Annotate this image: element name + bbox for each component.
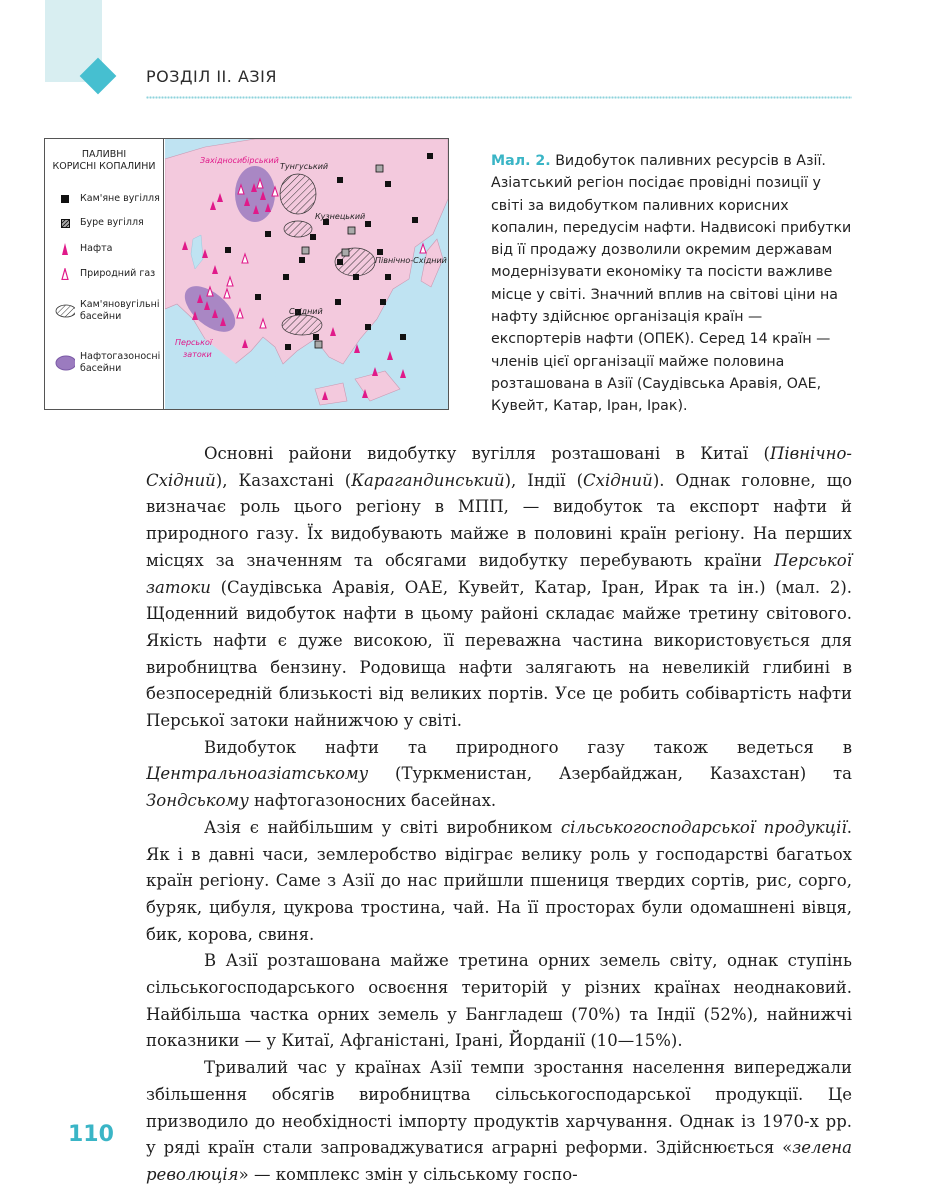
paragraph: Видобуток нафти та природного газу також ведеться в Центральноазіатському (Туркменистан, Азербайджан, Казахстан) та Зондському нафтогазоносних басейнах. xyxy=(146,737,852,811)
caption-text: Видобуток паливних ресурсів в Азії. Азіатський регіон посідає провідні позиції у світі за видобутком паливних корисних копалин, передусім нафти. Надвисокі прибутки від її продажу дозволили окремим державам модернізувати економіку та посісти важливе місце у світі. Значний вплив на світові ціни на нафту здійснює організація країн — експортерів нафти (ОПЕК). Серед 14 країн — членів цієї організації майже половина розташована в Азії (Саудівська Аравія, ОАЕ, Кувейт, Катар, Іран, Ірак). xyxy=(491,153,852,415)
coal-marker xyxy=(400,334,406,340)
coal-marker xyxy=(337,177,343,183)
coal-marker xyxy=(313,334,319,340)
coal-marker xyxy=(337,259,343,265)
brown-coal-marker xyxy=(342,249,349,256)
section-title: РОЗДІЛ ІІ. АЗІЯ xyxy=(146,67,277,86)
coal-marker xyxy=(353,274,359,280)
coal-marker xyxy=(427,153,433,159)
label-tunguska: Тунгуський xyxy=(280,162,329,171)
coal-marker xyxy=(299,257,305,263)
gas-derrick-icon xyxy=(55,268,75,280)
label-west-siberian: Західносибірський xyxy=(200,156,279,165)
kuznetsk-basin xyxy=(284,221,312,237)
body-text xyxy=(146,441,852,1189)
paragraph: Азія є найбільшим у світі виробником сільськогосподарської продукції. Як і в давні часи, землеробство відіграє велику роль у господарстві багатьох країн регіону. Саме з Азії до нас прийшли пшениця твердих сортів, рис, сорго, буряк, цибуля, цукрова тростина, чай. На її просторах були одомашнені вівця, бик, корова, свиня. xyxy=(146,817,852,944)
coal-marker xyxy=(377,249,383,255)
label-kuznetsk: Кузнецький xyxy=(315,212,366,221)
coal-marker xyxy=(365,324,371,330)
black-square-icon xyxy=(55,195,75,203)
legend-item-gas: Природний газ xyxy=(55,268,155,280)
map-legend xyxy=(45,139,164,409)
asia-map xyxy=(165,139,448,409)
legend-item-coal-basins: Кам'яновугільні басейни xyxy=(55,299,159,323)
legend-item-oil: Нафта xyxy=(55,243,112,255)
legend-item-hard-coal: Кам'яне вугілля xyxy=(55,193,160,205)
coal-marker xyxy=(380,299,386,305)
brown-coal-marker xyxy=(315,341,322,348)
coal-marker xyxy=(365,221,371,227)
header-divider xyxy=(146,95,852,100)
coal-marker xyxy=(285,344,291,350)
legend-item-oil-gas-basins: Нафтогазоносні басейни xyxy=(55,351,160,375)
caption-label: Мал. 2. xyxy=(491,153,551,169)
label-eastern: Східний xyxy=(289,307,323,316)
brown-coal-marker xyxy=(376,165,383,172)
label-persian-gulf-2: затоки xyxy=(183,350,212,359)
coal-marker xyxy=(225,247,231,253)
hatched-square-icon xyxy=(55,219,75,228)
coal-marker xyxy=(412,217,418,223)
oil-derrick-icon xyxy=(55,243,75,255)
brown-coal-marker xyxy=(348,227,355,234)
figure-caption xyxy=(491,150,856,418)
coal-marker xyxy=(310,234,316,240)
label-persian-gulf-1: Перської xyxy=(175,338,213,347)
coal-marker xyxy=(283,274,289,280)
eastern-basin xyxy=(282,315,322,335)
coal-marker xyxy=(385,274,391,280)
coal-basin-icon xyxy=(55,304,75,318)
coal-marker xyxy=(385,181,391,187)
coal-marker xyxy=(265,231,271,237)
paragraph: Основні райони видобутку вугілля розташовані в Китаї (Північно-Східний), Казахстані (Карагандинський), Індії (Східний). Однак головне, що визначає роль цього регіону в МПП, — видобуток та експорт нафти й природного газу. Їх видобувають майже в половині країн регіону. На перших місцях за значенням та обсягами видобутку перебувають країни Перської затоки (Саудівська Аравія, ОАЕ, Кувейт, Катар, Іран, Ирак та ін.) (мал. 2). Щоденний видобуток нафти в цьому районі складає майже третину світового. Якість нафти є дуже високою, її переважна частина використовується для виробництва бензину. Родовища нафти залягають на невеликій глибині в безпосередній близькості від великих портів. Усе це робить собівартість нафти Перської затоки найнижчою у світі. xyxy=(146,444,853,731)
coal-marker xyxy=(255,294,261,300)
paragraph: В Азії розташована майже третина орних земель світу, однак ступінь сільськогосподарського освоєння територій у різних країнах неоднаковий. Найбільша частка орних земель у Бангладеш (70%) та Індії (52%), найнижчі показники — у Китаї, Афганістані, Ірані, Йорданії (10—15%). xyxy=(146,951,852,1051)
legend-title: ПАЛИВНІ КОРИСНІ КОПАЛИНИ xyxy=(52,149,156,172)
label-northeast: Північно-Східний xyxy=(375,256,447,265)
oil-gas-basin-icon xyxy=(55,355,75,371)
legend-item-brown-coal: Буре вугілля xyxy=(55,217,144,229)
tunguska-basin xyxy=(280,174,316,214)
page-number: 110 xyxy=(68,1122,114,1147)
brown-coal-marker xyxy=(302,247,309,254)
figure-map xyxy=(44,138,449,410)
paragraph: Тривалий час у країнах Азії темпи зростання населення випереджали збільшення обсягів виробництва сільськогосподарської продукції. Це призводило до необхідності імпорту продуктів харчування. Однак із 1970-х рр. у ряді країн стали запроваджуватися аграрні реформи. Здійснюється «зелена революція» — комплекс змін у сільському госпо- xyxy=(146,1058,852,1184)
coal-marker xyxy=(335,299,341,305)
